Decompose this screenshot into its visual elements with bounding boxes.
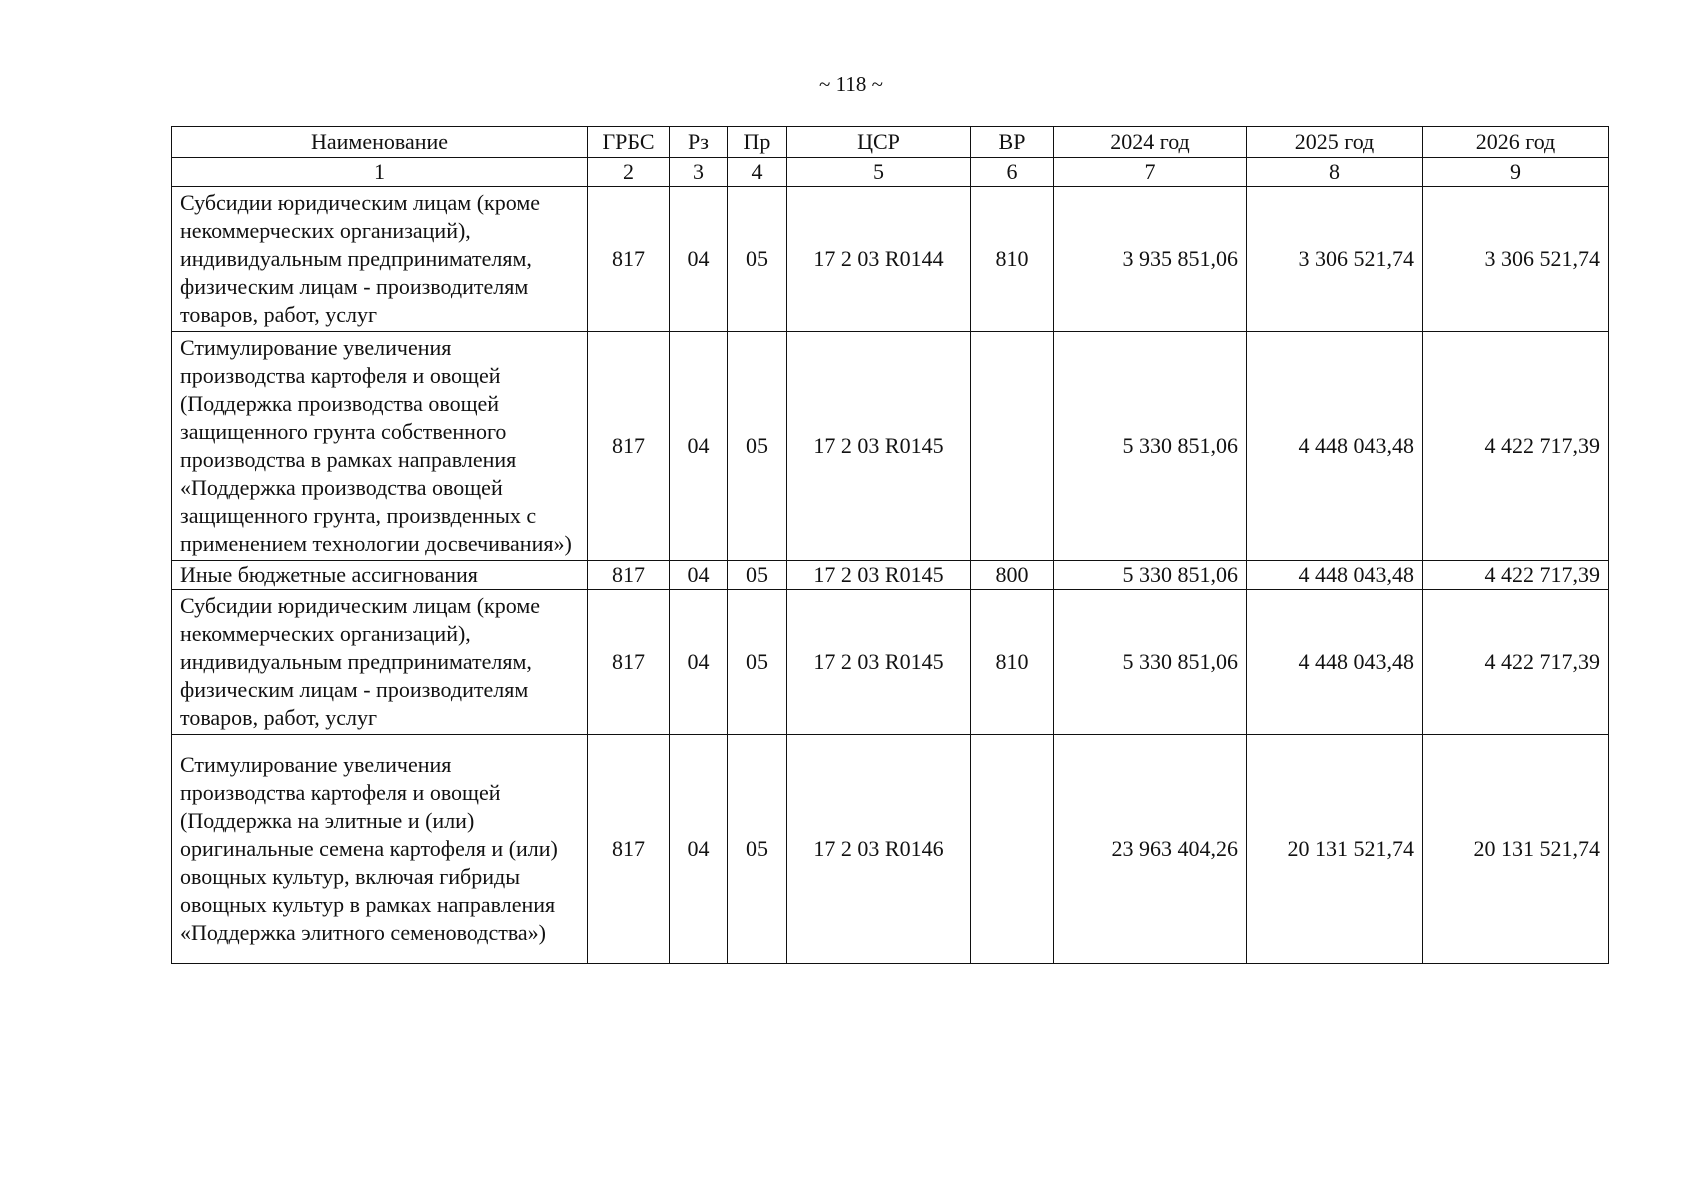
row-amount-2024: 5 330 851,06 bbox=[1054, 561, 1247, 590]
row-csr: 17 2 03 R0145 bbox=[787, 332, 971, 561]
table-row bbox=[172, 332, 1609, 561]
row-name: Субсидии юридическим лицам (кроме некоммерческих организаций), индивидуальным предпринимателям, физическим лицам - производителям товаров, работ, услуг bbox=[172, 187, 588, 332]
row-csr: 17 2 03 R0145 bbox=[787, 590, 971, 735]
row-rz: 04 bbox=[670, 735, 728, 964]
row-pr: 05 bbox=[728, 590, 787, 735]
row-amount-2025: 20 131 521,74 bbox=[1247, 735, 1423, 964]
column-index: 8 bbox=[1247, 158, 1423, 187]
header-pr: Пр bbox=[728, 127, 787, 158]
row-amount-2026: 4 422 717,39 bbox=[1423, 332, 1609, 561]
row-amount-2025: 4 448 043,48 bbox=[1247, 332, 1423, 561]
row-amount-2024: 5 330 851,06 bbox=[1054, 590, 1247, 735]
row-amount-2026: 20 131 521,74 bbox=[1423, 735, 1609, 964]
row-amount-2026: 3 306 521,74 bbox=[1423, 187, 1609, 332]
row-name: Субсидии юридическим лицам (кроме некоммерческих организаций), индивидуальным предпринимателям, физическим лицам - производителям товаров, работ, услуг bbox=[172, 590, 588, 735]
row-amount-2025: 4 448 043,48 bbox=[1247, 561, 1423, 590]
row-amount-2024: 23 963 404,26 bbox=[1054, 735, 1247, 964]
row-grbs: 817 bbox=[588, 735, 670, 964]
row-pr: 05 bbox=[728, 332, 787, 561]
row-grbs: 817 bbox=[588, 187, 670, 332]
header-2026: 2026 год bbox=[1423, 127, 1609, 158]
row-rz: 04 bbox=[670, 590, 728, 735]
row-rz: 04 bbox=[670, 332, 728, 561]
row-vr bbox=[971, 332, 1054, 561]
header-2025: 2025 год bbox=[1247, 127, 1423, 158]
row-pr: 05 bbox=[728, 187, 787, 332]
row-csr: 17 2 03 R0146 bbox=[787, 735, 971, 964]
column-index: 2 bbox=[588, 158, 670, 187]
table-row bbox=[172, 590, 1609, 735]
budget-table bbox=[171, 126, 1609, 964]
column-index: 1 bbox=[172, 158, 588, 187]
row-csr: 17 2 03 R0144 bbox=[787, 187, 971, 332]
header-csr: ЦСР bbox=[787, 127, 971, 158]
row-amount-2025: 3 306 521,74 bbox=[1247, 187, 1423, 332]
table-row bbox=[172, 561, 1609, 590]
row-amount-2026: 4 422 717,39 bbox=[1423, 561, 1609, 590]
row-csr: 17 2 03 R0145 bbox=[787, 561, 971, 590]
header-name: Наименование bbox=[172, 127, 588, 158]
page-number: ~ 118 ~ bbox=[819, 72, 883, 96]
row-rz: 04 bbox=[670, 187, 728, 332]
column-index: 5 bbox=[787, 158, 971, 187]
table-row bbox=[172, 735, 1609, 964]
column-index: 7 bbox=[1054, 158, 1247, 187]
column-index: 6 bbox=[971, 158, 1054, 187]
row-amount-2024: 5 330 851,06 bbox=[1054, 332, 1247, 561]
row-name: Иные бюджетные ассигнования bbox=[172, 561, 588, 590]
row-grbs: 817 bbox=[588, 561, 670, 590]
table-row bbox=[172, 187, 1609, 332]
row-pr: 05 bbox=[728, 735, 787, 964]
row-name: Стимулирование увеличения производства картофеля и овощей (Поддержка на элитные и (или) оригинальные семена картофеля и (или) овощных культур, включая гибриды овощных культур в рамках направления «Поддержка элитного семеноводства») bbox=[172, 735, 588, 964]
row-vr bbox=[971, 735, 1054, 964]
column-index: 4 bbox=[728, 158, 787, 187]
row-amount-2026: 4 422 717,39 bbox=[1423, 590, 1609, 735]
row-grbs: 817 bbox=[588, 590, 670, 735]
column-index-row bbox=[172, 158, 1609, 187]
header-2024: 2024 год bbox=[1054, 127, 1247, 158]
row-pr: 05 bbox=[728, 561, 787, 590]
row-amount-2024: 3 935 851,06 bbox=[1054, 187, 1247, 332]
row-rz: 04 bbox=[670, 561, 728, 590]
row-amount-2025: 4 448 043,48 bbox=[1247, 590, 1423, 735]
row-grbs: 817 bbox=[588, 332, 670, 561]
column-index: 9 bbox=[1423, 158, 1609, 187]
row-name: Стимулирование увеличения производства картофеля и овощей (Поддержка производства овощей защищенного грунта собственного производства в рамках направления «Поддержка производства овощей защищенного грунта, произвденных с применением технологии досвечивания») bbox=[172, 332, 588, 561]
header-rz: Рз bbox=[670, 127, 728, 158]
row-vr: 810 bbox=[971, 187, 1054, 332]
header-vr: ВР bbox=[971, 127, 1054, 158]
header-grbs: ГРБС bbox=[588, 127, 670, 158]
column-index: 3 bbox=[670, 158, 728, 187]
header-row bbox=[172, 127, 1609, 158]
row-vr: 810 bbox=[971, 590, 1054, 735]
row-vr: 800 bbox=[971, 561, 1054, 590]
